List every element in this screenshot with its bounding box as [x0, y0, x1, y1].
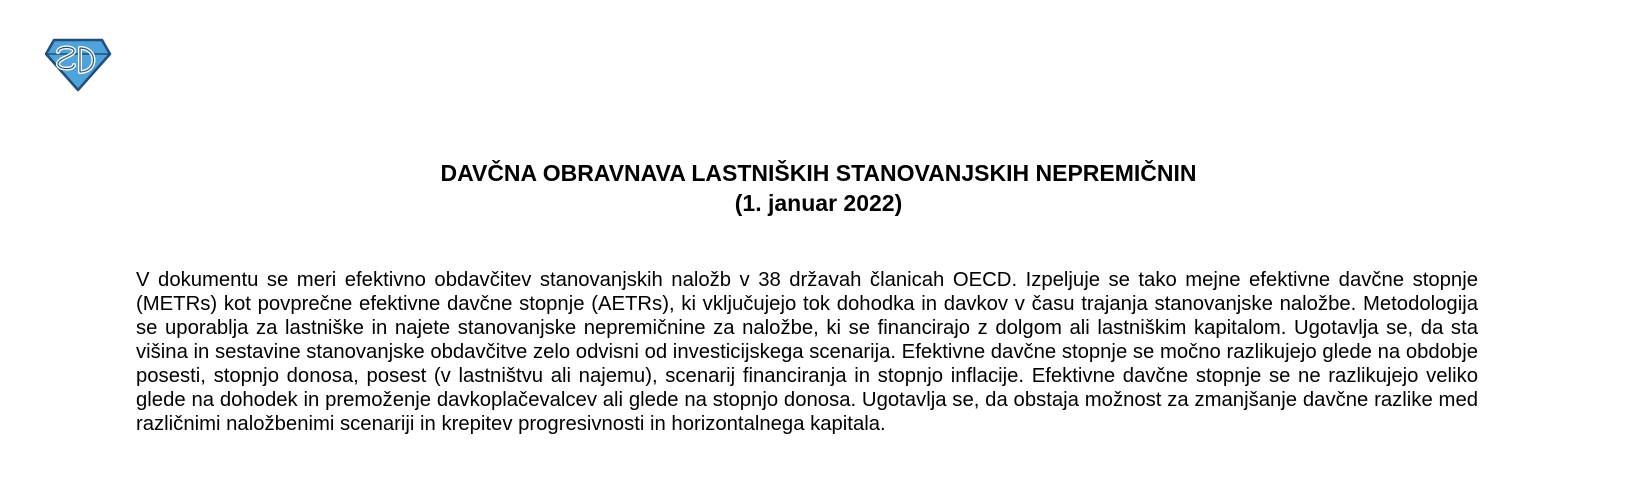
sd-diamond-logo-icon	[44, 38, 112, 92]
abstract-paragraph: V dokumentu se meri efektivno obdavčitev stanovanjskih naložb v 38 državah članicah OECD. Izpeljuje se tako mejne efektivne davčne stopnje (METRs) kot povprečne efektivne davčne stopnje (AETRs), ki vključujejo tok dohodka in davkov v času trajanja stanovanjske naložbe. Metodologija se uporablja za lastniške in najete stanovanjske nepremičnine za naložbe, ki se financirajo z dolgom ali lastniškim kapitalom. Ugotavlja se, da sta višina in sestavine stanovanjske obdavčitve zelo odvisni od investicijskega scenarija. Efektivne davčne stopnje se močno razlikujejo glede na obdobje posesti, stopnjo donosa, posest (v lastništvu ali najemu), scenarij financiranja in stopnjo inflacije. Efektivne davčne stopnje se ne razlikujejo veliko glede na dohodek in premoženje davkoplačevalcev ali glede na stopnjo donosa. Ugotavlja se, da obstaja možnost za zmanjšanje davčne razlike med različnimi naložbenimi scenariji in krepitev progresivnosti in horizontalnega kapitala.	[136, 269, 1478, 435]
title-line-date: (1. januar 2022)	[734, 190, 903, 216]
title-line-main: DAVČNA OBRAVNAVA LASTNIŠKIH STANOVANJSKIH NEPREMIČNIN	[440, 160, 1197, 186]
document-title	[0, 158, 1637, 218]
